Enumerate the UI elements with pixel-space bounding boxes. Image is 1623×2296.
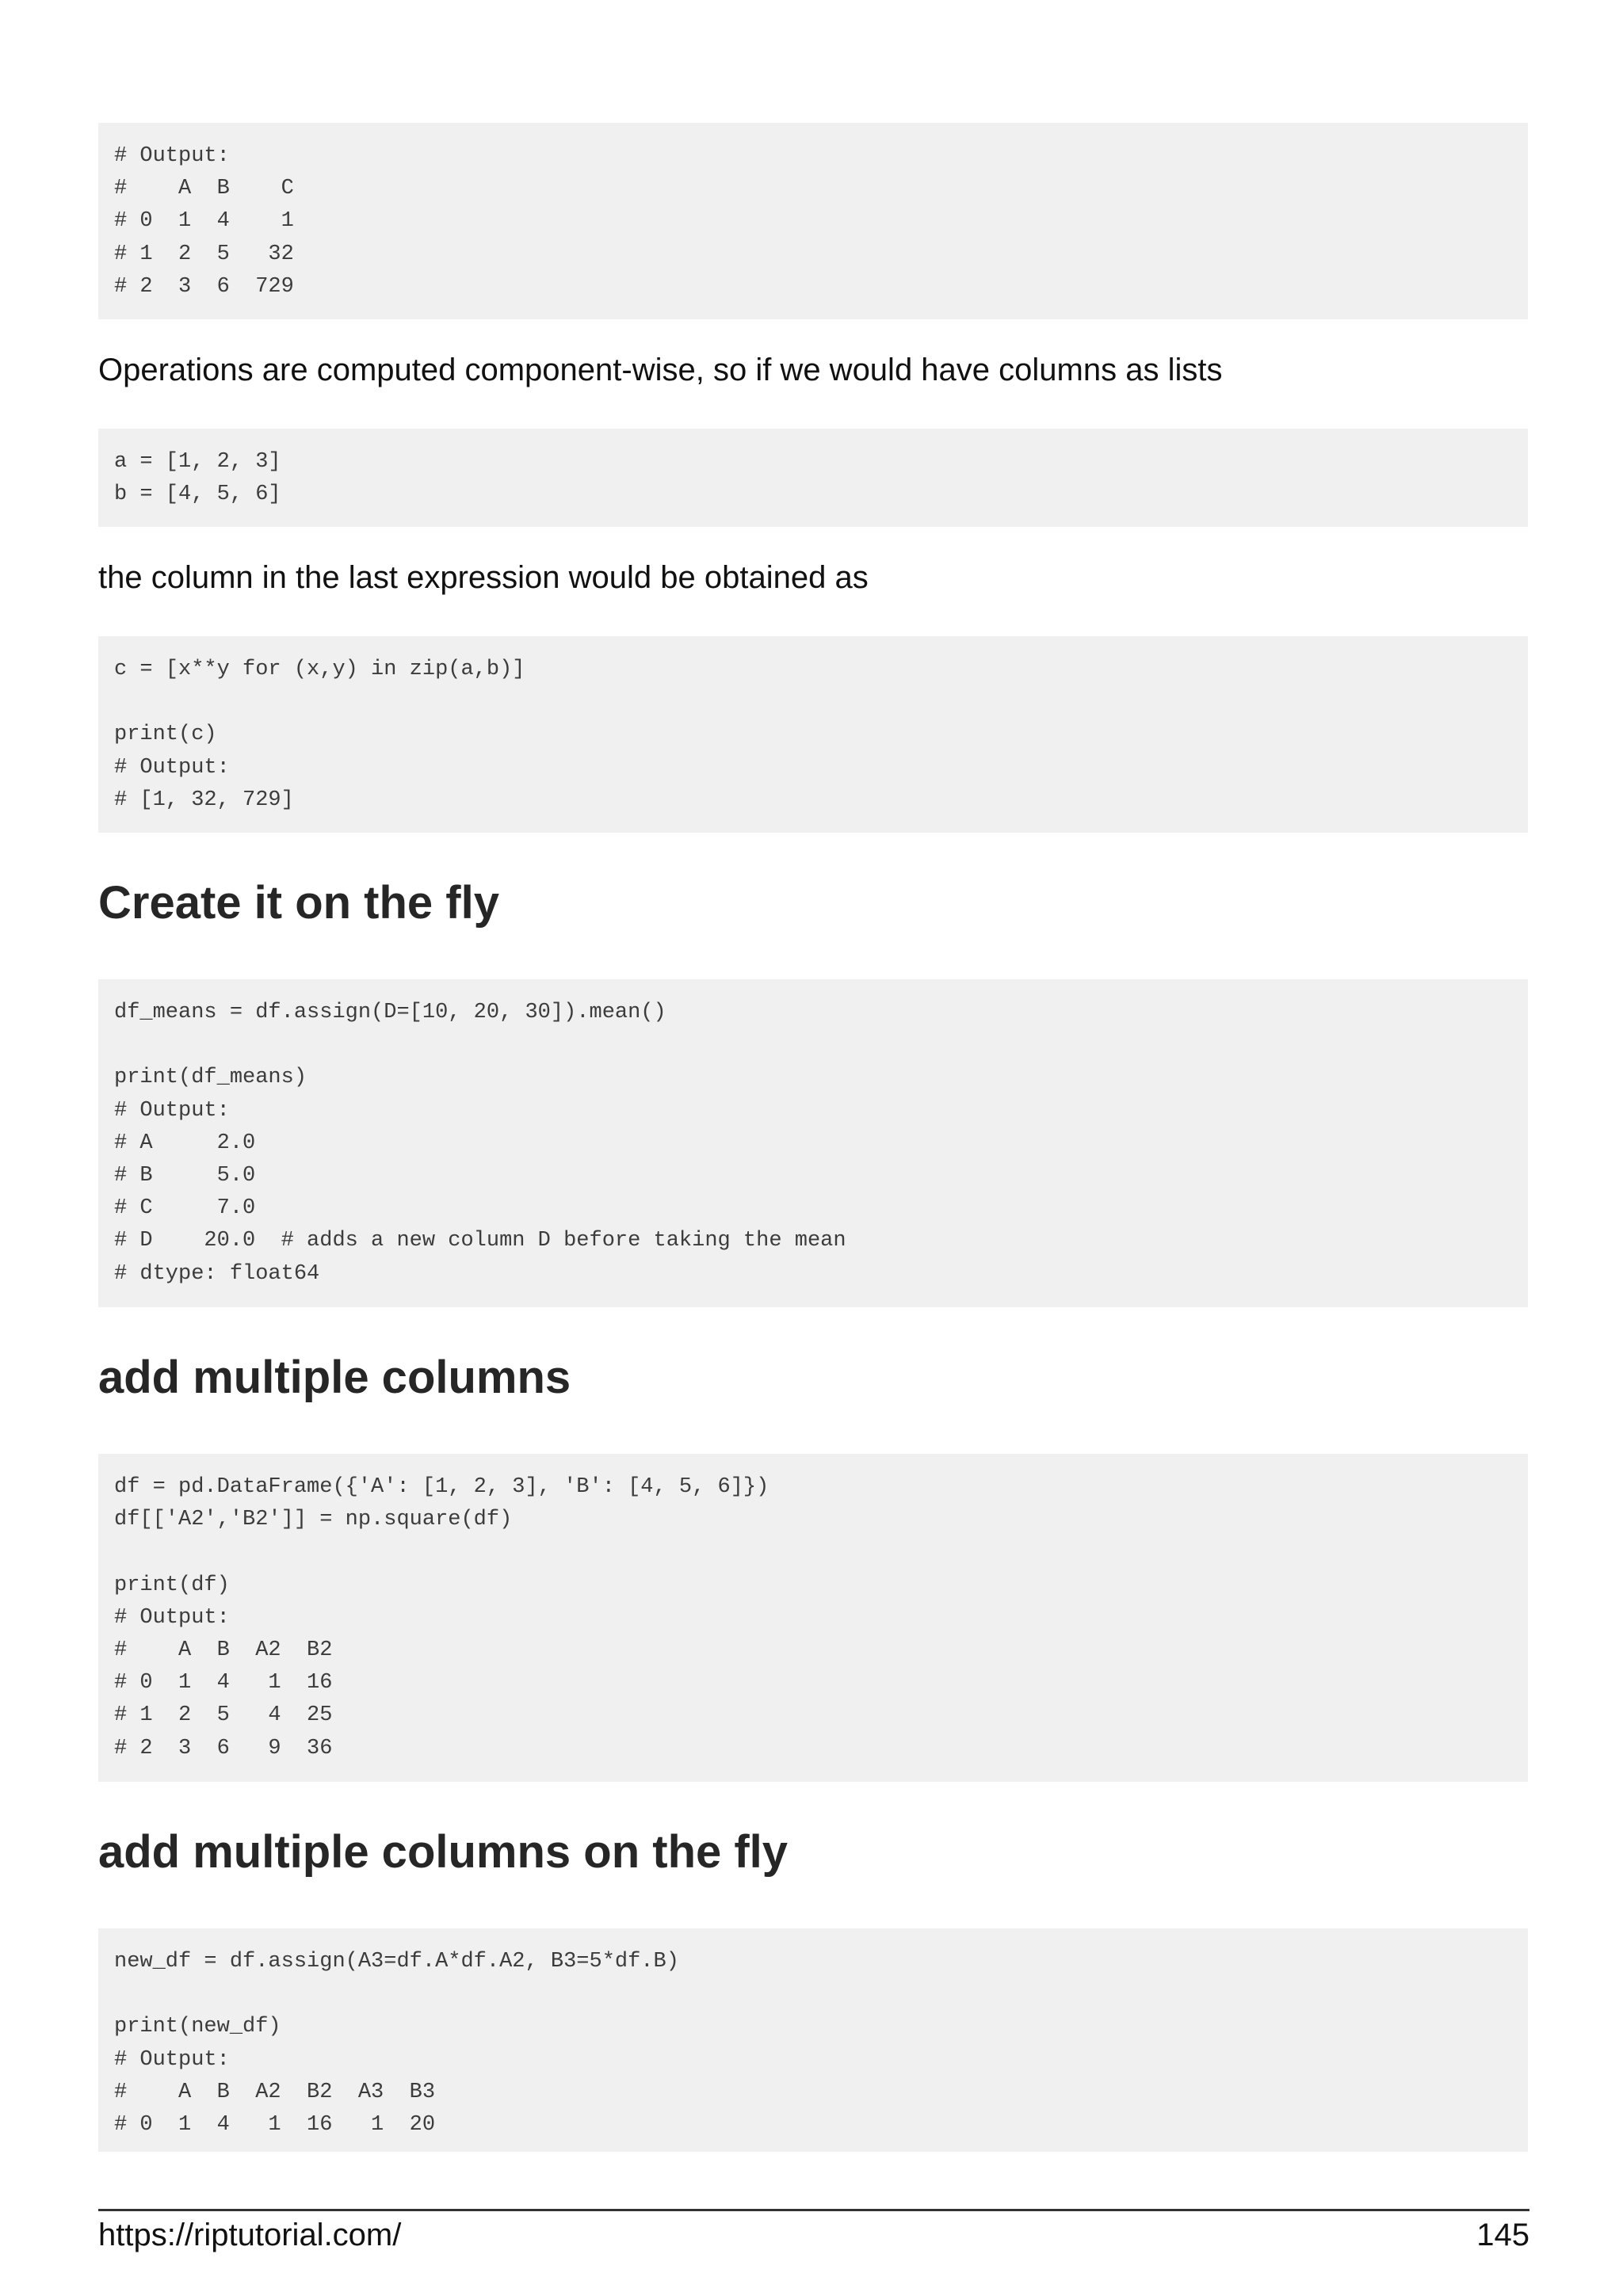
paragraph-operations: Operations are computed component-wise, so if we would have columns as lists (98, 353, 1223, 387)
paragraph-column: the column in the last expression would be obtained as (98, 560, 869, 595)
code-block-multiple-columns-fly: new_df = df.assign(A3=df.A*df.A2, B3=5*df.B) print(new_df) # Output: # A B A2 B2 A3 B3 # 0 1 4 1 16 1 20 (98, 1928, 1528, 2152)
heading-create-on-the-fly: Create it on the fly (98, 877, 499, 929)
code-block-output-abc: # Output: # A B C # 0 1 4 1 # 1 2 5 32 # 2 3 6 729 (98, 123, 1528, 319)
footer-divider (98, 2209, 1529, 2211)
footer-url[interactable]: https://riptutorial.com/ (98, 2218, 402, 2252)
code-block-comprehension: c = [x**y for (x,y) in zip(a,b)] print(c) # Output: # [1, 32, 729] (98, 636, 1528, 833)
page-number: 145 (1476, 2218, 1529, 2252)
code-block-means: df_means = df.assign(D=[10, 20, 30]).mean() print(df_means) # Output: # A 2.0 # B 5.0 # C 7.0 # D 20.0 # adds a new column D before taking the mean # dtype: float64 (98, 979, 1528, 1307)
heading-add-multiple-columns: add multiple columns (98, 1352, 571, 1403)
code-block-lists: a = [1, 2, 3] b = [4, 5, 6] (98, 429, 1528, 527)
code-block-multiple-columns: df = pd.DataFrame({'A': [1, 2, 3], 'B': [4, 5, 6]}) df[['A2','B2']] = np.square(df) print(df) # Output: # A B A2 B2 # 0 1 4 1 16 # 1 2 5 4 25 # 2 3 6 9 36 (98, 1454, 1528, 1782)
heading-add-multiple-columns-fly: add multiple columns on the fly (98, 1826, 789, 1878)
